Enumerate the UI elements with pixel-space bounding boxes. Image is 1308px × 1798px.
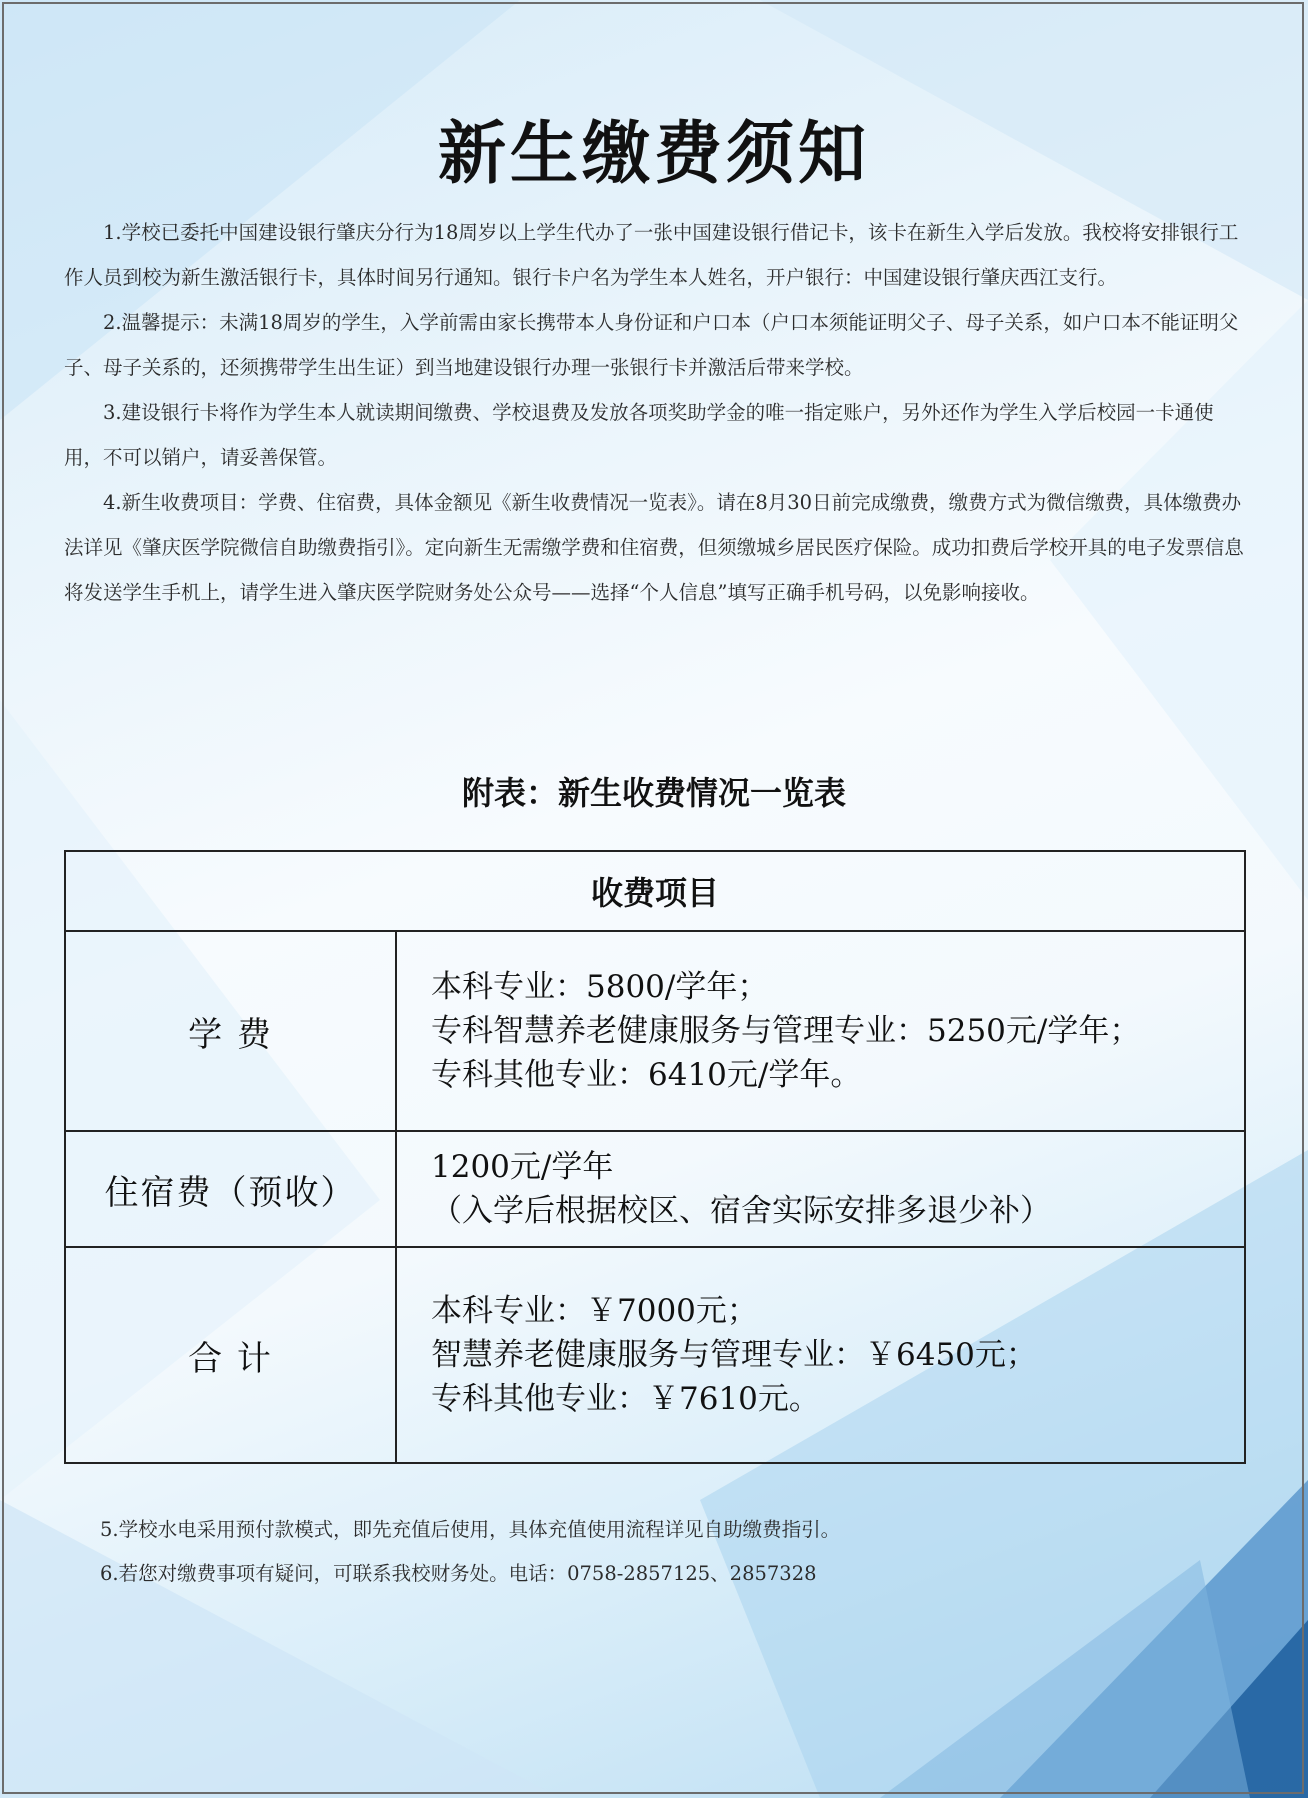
notice-item-4: 4.新生收费项目：学费、住宿费，具体金额见《新生收费情况一览表》。请在8月30日前完成缴费，缴费方式为微信缴费，具体缴费办法详见《肇庆医学院微信自助缴费指引》。定向新生无需缴学费和住宿费，但须缴城乡居民医疗保险。成功扣费后学校开具的电子发票信息将发送学生手机上，请学生进入肇庆医学院财务处公众号——选择“个人信息”填写正确手机号码，以免影响接收。 <box>64 491 1244 604</box>
row-label-dorm: 住宿费（预收） <box>65 1131 396 1247</box>
table-row-dorm <box>65 1131 1245 1247</box>
notice-item-1: 1.学校已委托中国建设银行肇庆分行为18周岁以上学生代办了一张中国建设银行借记卡，该卡在新生入学后发放。我校将安排银行工作人员到校为新生激活银行卡，具体时间另行通知。银行卡户名为学生本人姓名，开户银行：中国建设银行肇庆西江支行。 <box>64 221 1239 289</box>
footer-note-6: 6.若您对缴费事项有疑问，可联系我校财务处。电话：0758-2857125、2857328 <box>100 1562 817 1585</box>
notice-item-2: 2.温馨提示：未满18周岁的学生，入学前需由家长携带本人身份证和户口本（户口本须能证明父子、母子关系，如户口本不能证明父子、母子关系的，还须携带学生出生证）到当地建设银行办理一张银行卡并激活后带来学校。 <box>64 311 1239 379</box>
notice-item-3: 3.建设银行卡将作为学生本人就读期间缴费、学校退费及发放各项奖助学金的唯一指定账户，另外还作为学生入学后校园一卡通使用，不可以销户，请妥善保管。 <box>64 401 1214 469</box>
detail-line: 本科专业：5800/学年； <box>431 969 769 1005</box>
detail-line: （入学后根据校区、宿舍实际安排多退少补） <box>431 1193 1051 1229</box>
detail-line: 智慧养老健康服务与管理专业：￥6450元； <box>431 1337 1037 1373</box>
detail-line: 专科其他专业：6410元/学年。 <box>431 1057 862 1093</box>
footer-note-5: 5.学校水电采用预付款模式，即先充值后使用，具体充值使用流程详见自助缴费指引。 <box>100 1518 841 1541</box>
table-row-tuition <box>65 931 1245 1131</box>
row-label-tuition: 学 费 <box>65 931 396 1131</box>
detail-line: 本科专业：￥7000元； <box>431 1293 758 1329</box>
table-header-row <box>65 851 1245 931</box>
row-detail-total <box>396 1247 1245 1463</box>
row-detail-dorm <box>396 1131 1245 1247</box>
row-label-total: 合 计 <box>65 1247 396 1463</box>
detail-line: 专科智慧养老健康服务与管理专业：5250元/学年； <box>431 1013 1141 1049</box>
table-title: 附表：新生收费情况一览表 <box>461 774 846 812</box>
footer-notes <box>100 1508 1200 1596</box>
row-detail-tuition <box>396 931 1245 1131</box>
notice-body <box>64 210 1244 615</box>
detail-line: 1200元/学年 <box>431 1149 614 1185</box>
fee-table <box>64 850 1246 1464</box>
table-header: 收费项目 <box>65 851 1245 931</box>
table-row-total <box>65 1247 1245 1463</box>
detail-line: 专科其他专业：￥7610元。 <box>431 1381 820 1417</box>
page-title: 新生缴费须知 <box>437 114 870 194</box>
